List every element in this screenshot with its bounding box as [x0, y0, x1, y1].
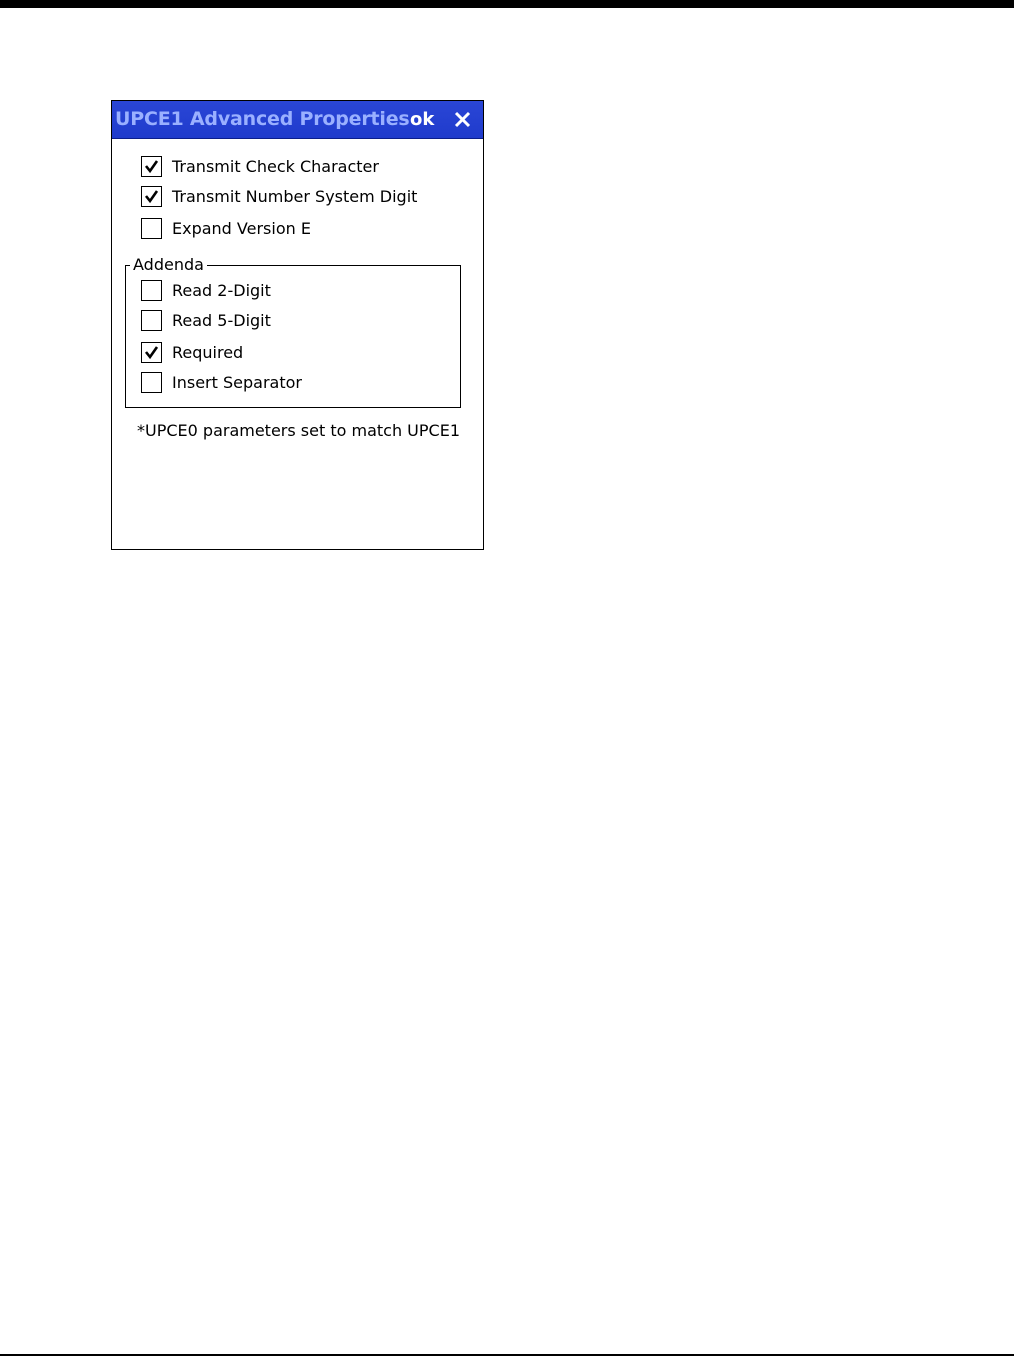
- footnote-text: *UPCE0 parameters set to match UPCE1: [137, 421, 460, 440]
- close-icon: [453, 110, 472, 129]
- addenda-legend: Addenda: [130, 255, 207, 275]
- checkbox-box[interactable]: [141, 218, 162, 239]
- checkbox-box[interactable]: [141, 310, 162, 331]
- checkbox-box[interactable]: [141, 372, 162, 393]
- upce1-advanced-properties-dialog: [111, 100, 484, 550]
- checkbox-box[interactable]: [141, 280, 162, 301]
- dialog-title: UPCE1 Advanced Properties: [115, 108, 410, 130]
- checkmark-icon: [144, 345, 159, 360]
- checkbox-label: Transmit Check Character: [172, 157, 379, 176]
- checkbox-box[interactable]: [141, 156, 162, 177]
- checkbox-label: Read 5-Digit: [172, 311, 271, 330]
- checkbox-label: Required: [172, 343, 244, 362]
- checkbox-label: Expand Version E: [172, 219, 311, 238]
- ok-button[interactable]: ok: [410, 109, 435, 130]
- title-bar: [112, 101, 483, 139]
- bottom-rule: [0, 1354, 1014, 1356]
- top-rule: [0, 0, 1014, 8]
- close-button[interactable]: [453, 110, 472, 129]
- checkbox-box[interactable]: [141, 342, 162, 363]
- checkmark-icon: [144, 189, 159, 204]
- checkmark-icon: [144, 159, 159, 174]
- checkbox-box[interactable]: [141, 186, 162, 207]
- checkbox-label: Insert Separator: [172, 373, 302, 392]
- checkbox-label: Transmit Number System Digit: [172, 187, 418, 206]
- checkbox-label: Read 2-Digit: [172, 281, 271, 300]
